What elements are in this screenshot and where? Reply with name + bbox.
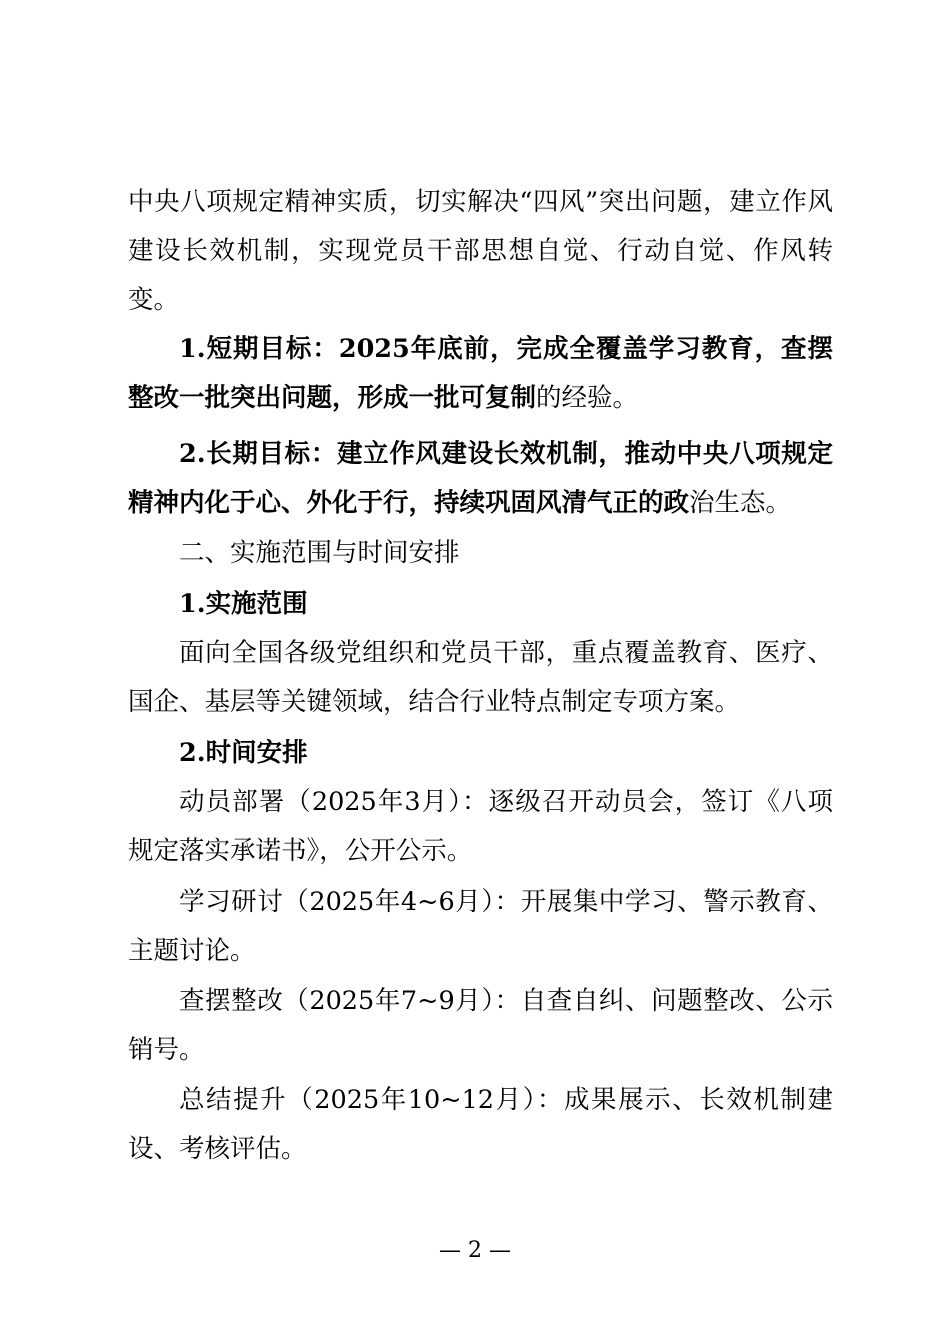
long-term-goal-bold: 2.长期目标：建立作风建设长效机制，推动中央八项规定精神内化于心、外化于行，持续巩固风清气正的政: [128, 439, 833, 518]
schedule-item-mobilization: 动员部署（2025年3月）：逐级召开动员会，签订《八项规定落实承诺书》，公开公示。: [128, 787, 833, 866]
schedule-item-study: 学习研讨（2025年4~6月）：开展集中学习、警示教育、主题讨论。: [128, 887, 833, 966]
short-term-goal-rest: 的经验。: [536, 383, 639, 413]
long-term-goal-rest: 治生态。: [689, 488, 792, 518]
page-number: — 2 —: [439, 1238, 511, 1263]
subheading-schedule: 2.时间安排: [179, 738, 308, 768]
paragraph-long-term-goal: [128, 430, 833, 528]
short-term-goal-bold: 1.短期目标：2025年底前，完成全覆盖学习教育，查摆整改一批突出问题，形成一批可复制: [128, 334, 833, 413]
section-heading-scope-schedule: 二、实施范围与时间安排: [179, 538, 460, 568]
paragraph-goal-intro: 中央八项规定精神实质，切实解决“四风”突出问题，建立作风建设长效机制，实现党员干部思想自觉、行动自觉、作风转变。: [128, 187, 833, 315]
schedule-item-summary: 总结提升（2025年10~12月）：成果展示、长效机制建设、考核评估。: [128, 1085, 833, 1164]
paragraph-short-term-goal: [128, 325, 833, 423]
subheading-scope: 1.实施范围: [179, 589, 308, 619]
paragraph-scope: 面向全国各级党组织和党员干部，重点覆盖教育、医疗、国企、基层等关键领域，结合行业特点制定专项方案。: [128, 638, 833, 717]
schedule-item-rectification: 查摆整改（2025年7~9月）：自查自纠、问题整改、公示销号。: [128, 986, 833, 1065]
